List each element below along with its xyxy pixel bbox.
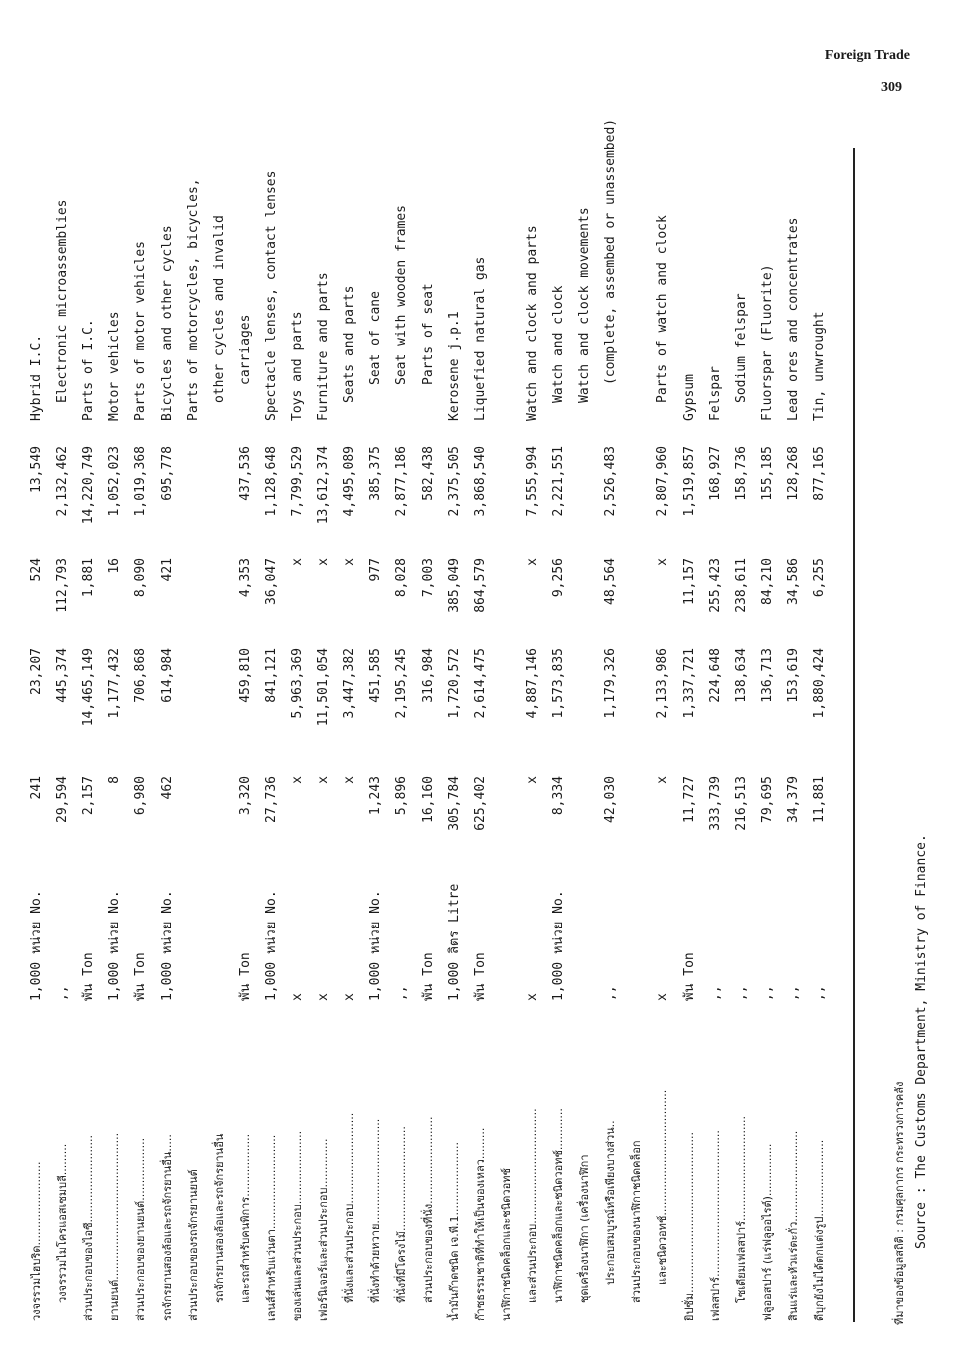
quantity-year2-cell: x [342,558,358,566]
value-year1-cell [572,648,598,766]
english-description: Furniture and parts [316,272,332,421]
quantity-year1-cell: 11,881 [812,776,827,823]
value-year1-cell: 1,573,835 [551,648,566,719]
thai-description: ที่นั่งที่มีโครงไม้.............................. [395,1126,409,1303]
table-row [285,0,311,1361]
table-row [50,0,76,1361]
value-year1-cell [207,648,233,766]
english-description: Watch and clock movements [577,207,593,403]
quantity-year2-cell: x [290,558,305,566]
english-description: Parts of I.C. [81,319,97,421]
footnote-english: Source : The Customs Department, Ministry of Finance. [914,834,929,1249]
table-row [155,0,181,1361]
table-row [233,0,259,1361]
table-row [598,0,624,1361]
table-row [468,0,494,1361]
value-year1-cell: 451,585 [368,648,384,703]
value-year1-cell: 614,984 [159,648,175,703]
english-description: Electronic microassemblies [55,199,71,403]
table-row [650,0,676,1361]
value-year1-cell: 2,195,245 [394,648,410,719]
unit-cell: x [290,993,305,1001]
thai-description: ของเล่นและส่วนประกอบ..................... [291,1130,304,1321]
unit-cell: ,, [733,985,749,1001]
value-year1-cell: 5,963,369 [290,648,305,719]
value-year1-cell: 3,447,382 [342,648,358,719]
unit-cell: ,, [394,985,410,1001]
thai-description: ก๊าซธรรมชาติที่ทำให้เป็นของเหลว......... [473,1127,487,1321]
english-description [494,11,520,421]
quantity-year2-cell: 36,047 [263,558,279,605]
value-year1-cell: 1,880,424 [812,648,827,719]
quantity-year1-cell: 3,320 [237,776,253,816]
unit-cell: ,, [812,985,827,1001]
quantity-year2-cell: 1,881 [81,558,97,598]
table-row [181,0,207,1361]
table-row [729,0,755,1361]
english-description: (complete, assembed or unassembed) [603,118,619,385]
table-row [128,0,154,1361]
quantity-year1-cell: 241 [29,776,44,800]
quantity-year1-cell: 5,896 [394,776,410,816]
quantity-year1-cell: 42,030 [603,776,619,823]
thai-description: ฟลูออสปาร์ (แร่ฟลูออไรต์)............... [760,1143,774,1321]
value-year2-cell: 3,868,540 [472,446,488,517]
english-description: Hybrid I.C. [29,334,44,421]
value-year1-cell: 445,374 [55,648,71,703]
thai-description: และรถสำหรับคนพิการ.................. [238,1133,252,1303]
quantity-year2-cell: 48,564 [603,558,619,605]
quantity-year2-cell: 9,256 [551,558,566,598]
value-year1-cell: 153,619 [785,648,801,703]
value-year2-cell: 1,519,857 [681,446,697,517]
quantity-year1-cell: 79,695 [759,776,775,823]
quantity-year1-cell: 8,334 [551,776,566,816]
table-row [807,0,833,1361]
quantity-year2-cell: x [316,558,332,566]
thai-description: โซเดียมเฟลสปาร์.............................. [734,1116,748,1303]
thai-description: วงจรรวมไฮบริด........................ [30,1161,43,1321]
value-year2-cell: 168,927 [707,446,723,501]
value-year1-cell: 138,634 [733,648,749,703]
quantity-year1-cell: 625,402 [472,776,488,831]
table-row [781,0,807,1361]
english-description: Parts of seat [420,283,436,385]
quantity-year2-cell [207,558,233,643]
unit-cell [572,866,598,1001]
thai-description: ยิปซั่ม.............................................. [682,1132,696,1321]
value-year2-cell: 877,165 [812,446,827,501]
unit-cell: ,, [759,985,775,1001]
value-year2-cell [207,446,233,551]
quantity-year2-cell: 16 [107,558,123,574]
value-year1-cell [494,648,520,766]
unit-cell: x [316,993,332,1001]
value-year2-cell: 7,799,529 [290,446,305,517]
quantity-year2-cell [181,558,207,643]
table-row [363,0,389,1361]
value-year2-cell: 1,052,023 [107,446,123,517]
quantity-year1-cell: 34,379 [785,776,801,823]
value-year2-cell: 2,375,505 [446,446,462,517]
unit-cell: พัน Ton [681,952,697,1001]
english-description: Watch and clock and parts [524,225,540,421]
value-year1-cell: 224,648 [707,648,723,703]
thai-description: น้ำมันก๊าดชนิด เจ.พี.1..................... [447,1142,461,1321]
value-year2-cell: 158,736 [733,446,749,501]
quantity-year1-cell: x [524,776,540,784]
value-year1-cell: 841,121 [263,648,279,703]
table-row [337,0,363,1361]
value-year2-cell [181,446,207,551]
value-year2-cell: 1,128,648 [263,446,279,517]
english-description: Lead ores and concentrates [785,217,801,421]
table-row [259,0,285,1361]
unit-cell: 1,000 หน่วย No. [159,890,175,1001]
value-year2-cell: 385,375 [368,446,384,501]
value-year1-cell: 4,887,146 [524,648,540,719]
thai-description: เฟอร์นิเจอร์และส่วนประกอบ.............. [317,1138,331,1321]
english-description: Watch and clock [551,285,566,403]
thai-description: และส่วนประกอบ................................. [525,1108,539,1303]
table-row [624,0,650,1361]
value-year2-cell: 695,778 [159,446,175,501]
quantity-year2-cell: 524 [29,558,44,582]
value-year2-cell: 2,807,960 [655,446,671,517]
english-description: Seat of cane [368,291,384,385]
thai-description: ส่วนประกอบของไอซี......................... [82,1135,96,1321]
quantity-year1-cell: x [290,776,305,784]
quantity-year1-cell: 29,594 [55,776,71,823]
unit-cell [207,866,233,1001]
thai-description: เฟลสปาร์.......................................... [708,1130,722,1321]
english-description: Gypsum [681,374,697,421]
english-description [624,11,650,421]
thai-description: นาฬิกาชนิดคล็อกและชนิดวอทช์ [499,1168,513,1321]
english-description: other cycles and invalid [211,215,227,403]
unit-cell: 1,000 หน่วย No. [368,890,384,1001]
thai-description: ชุดเครื่องนาฬิกา (เครื่องนาฬิกา [578,1154,592,1303]
quantity-year1-cell: 305,784 [446,776,462,831]
thai-description: รถจักรยานสองล้อและรถจักรยานอื่น..... [160,1134,174,1321]
quantity-year2-cell: x [524,558,540,566]
thai-description: ส่วนประกอบของรถจักรยานยนต์ [186,1169,200,1321]
value-year2-cell: 155,185 [759,446,775,501]
unit-cell: 1,000 หน่วย No. [29,890,44,1001]
unit-cell: พัน Ton [420,952,436,1001]
quantity-year1-cell [181,776,207,866]
table-row [76,0,102,1361]
quantity-year1-cell: 2,157 [81,776,97,816]
unit-cell: ,, [55,985,71,1001]
quantity-year1-cell: x [655,776,671,784]
table-row [311,0,337,1361]
value-year2-cell: 582,438 [420,446,436,501]
page-number: 309 [881,80,902,95]
thai-description: สินแร่และหัวแร่ตะกั่ว.......................... [786,1130,800,1321]
english-description: Liquefied natural gas [472,256,488,421]
value-year2-cell: 13,549 [29,446,44,493]
value-year2-cell [624,446,650,551]
value-year1-cell: 1,177,432 [107,648,123,719]
unit-cell: 1,000 หน่วย No. [551,890,566,1001]
quantity-year2-cell: 7,003 [420,558,436,598]
english-description: Spectacle lenses, contact lenses [263,170,279,421]
value-year2-cell: 2,877,186 [394,446,410,517]
unit-cell: x [342,993,358,1001]
quantity-year2-cell: 255,423 [707,558,723,613]
english-description: Fluorspar (Fluorite) [759,264,775,421]
unit-cell: พัน Ton [237,952,253,1001]
quantity-year2-cell: 238,611 [733,558,749,613]
unit-cell [181,866,207,1001]
quantity-year2-cell: 8,028 [394,558,410,598]
value-year1-cell: 14,465,149 [81,648,97,727]
value-year1-cell: 706,868 [133,648,149,703]
unit-cell: 1,000 หน่วย No. [107,890,123,1001]
unit-cell: x [655,993,671,1001]
quantity-year2-cell [624,558,650,643]
unit-cell: x [524,993,540,1001]
table-row [572,0,598,1361]
quantity-year2-cell: 421 [159,558,175,582]
footnote-thai: ที่มาของข้อมูลสถิติ : กรมศุลกากร กระทรวงการคลัง [893,1081,906,1325]
thai-description: ที่นั่งและส่วนประกอบ.......................... [343,1112,357,1303]
page-header-title: Foreign Trade [824,48,910,63]
quantity-year1-cell: x [316,776,332,784]
value-year1-cell: 136,713 [759,648,775,703]
table-row [546,0,572,1361]
quantity-year1-cell: 462 [159,776,175,800]
thai-description: ที่นั่งทำด้วยหวาย.............................. [369,1118,383,1303]
value-year1-cell: 2,614,475 [472,648,488,719]
quantity-year1-cell: 1,243 [368,776,384,816]
thai-description: ประกอบสมบูรณ์หรือเพียงบางส่วน.. [604,1120,618,1285]
quantity-year2-cell: 11,157 [681,558,697,605]
value-year2-cell [494,446,520,551]
quantity-year2-cell: 84,210 [759,558,775,605]
thai-description: ยานยนต์.......................................... [108,1132,122,1321]
english-description: Kerosene j.p.1 [446,311,462,421]
english-description: Parts of motorcycles, bicycles, [185,178,201,421]
value-year2-cell: 128,268 [785,446,801,501]
table-row [703,0,729,1361]
unit-cell: พัน Ton [472,952,488,1001]
value-year1-cell: 23,207 [29,648,44,695]
value-year2-cell: 14,220,749 [81,446,97,525]
quantity-year2-cell: 8,090 [133,558,149,598]
english-description: Sodium felspar [733,293,749,403]
quantity-year2-cell: 4,353 [237,558,253,598]
value-year2-cell: 437,536 [237,446,253,501]
value-year1-cell: 1,179,326 [603,648,619,719]
thai-description: ส่วนประกอบของยานยนต์.................. [134,1137,148,1321]
quantity-year1-cell: 27,736 [263,776,279,823]
unit-cell: พัน Ton [133,952,149,1001]
table-row [677,0,703,1361]
quantity-year1-cell: 16,160 [420,776,436,823]
quantity-year2-cell: 34,586 [785,558,801,605]
value-year1-cell: 459,810 [237,648,253,703]
quantity-year1-cell [494,776,520,866]
quantity-year1-cell: 11,727 [681,776,697,823]
quantity-year2-cell: 864,579 [472,558,488,613]
value-year1-cell: 1,337,721 [681,648,697,719]
table-row [102,0,128,1361]
value-year2-cell: 1,019,368 [133,446,149,517]
value-year1-cell: 316,984 [420,648,436,703]
quantity-year2-cell: 977 [368,558,384,582]
value-year2-cell: 13,612,374 [316,446,332,525]
quantity-year1-cell [572,776,598,866]
quantity-year1-cell [624,776,650,866]
table-row [24,0,50,1361]
unit-cell [494,866,520,1001]
quantity-year1-cell: 8 [107,776,123,784]
table-row [207,0,233,1361]
thai-description: ดีบุกยังไม่ได้ตกแต่งรูป...................... [813,1139,826,1321]
quantity-year2-cell: 6,255 [812,558,827,598]
unit-cell: ,, [785,985,801,1001]
table-row [494,0,520,1361]
value-year1-cell [624,648,650,766]
table-row [520,0,546,1361]
table-row [389,0,415,1361]
quantity-year1-cell: 216,513 [733,776,749,831]
value-year2-cell: 4,495,089 [342,446,358,517]
english-description: carriages [237,314,253,385]
english-description: Parts of watch and clock [655,215,671,403]
value-year2-cell: 2,221,551 [551,446,566,517]
value-year1-cell: 2,133,986 [655,648,671,719]
quantity-year2-cell [494,558,520,643]
thai-description: ส่วนประกอบของนาฬิกาชนิดคล็อก [630,1140,644,1303]
quantity-year1-cell: x [342,776,358,784]
value-year1-cell: 11,501,054 [316,648,332,727]
quantity-year2-cell: 112,793 [55,558,71,613]
value-year2-cell [572,446,598,551]
thai-description: เลนส์สำหรับแว่นตา........................... [264,1134,278,1321]
thai-description: รถจักรยานสองล้อและรถจักรยานอื่น [212,1133,226,1303]
table-row [416,0,442,1361]
value-year1-cell: 1,720,572 [446,648,462,719]
unit-cell: 1,000 ลิตร Litre [446,883,462,1001]
unit-cell: ,, [707,985,723,1001]
thai-description: นาฬิกาชนิดคล็อกและชนิดวอทช์............ [552,1108,565,1303]
quantity-year1-cell: 6,980 [133,776,149,816]
quantity-year2-cell: 385,049 [446,558,462,613]
thai-description: และชนิดวอทช์.................................... [656,1089,670,1285]
english-description: Felspar [707,366,723,421]
unit-cell: พัน Ton [81,952,97,1001]
thai-description: วงจรรวมไมโครแอสเซมบลี......... [56,1143,70,1303]
value-year2-cell: 2,132,462 [55,446,71,517]
english-description: Toys and parts [290,311,305,421]
quantity-year2-cell [572,558,598,643]
english-description: Seats and parts [342,285,358,403]
unit-cell: ,, [603,985,619,1001]
english-description: Motor vehicles [107,311,123,421]
quantity-year1-cell: 333,739 [707,776,723,831]
unit-cell: 1,000 หน่วย No. [263,890,279,1001]
english-description: Tin, unwrought [812,311,827,421]
table-row [442,0,468,1361]
thai-description: ส่วนประกอบของที่นั่ง......................... [421,1116,435,1303]
english-description: Bicycles and other cycles [159,225,175,421]
english-description: Parts of motor vehicles [133,240,149,421]
value-year2-cell: 2,526,483 [603,446,619,517]
english-description: Seat with wooden frames [394,204,410,385]
quantity-year2-cell: x [655,558,671,566]
unit-cell [624,866,650,1001]
value-year2-cell: 7,555,994 [524,446,540,517]
table-row [755,0,781,1361]
quantity-year1-cell [207,776,233,866]
value-year1-cell [181,648,207,766]
